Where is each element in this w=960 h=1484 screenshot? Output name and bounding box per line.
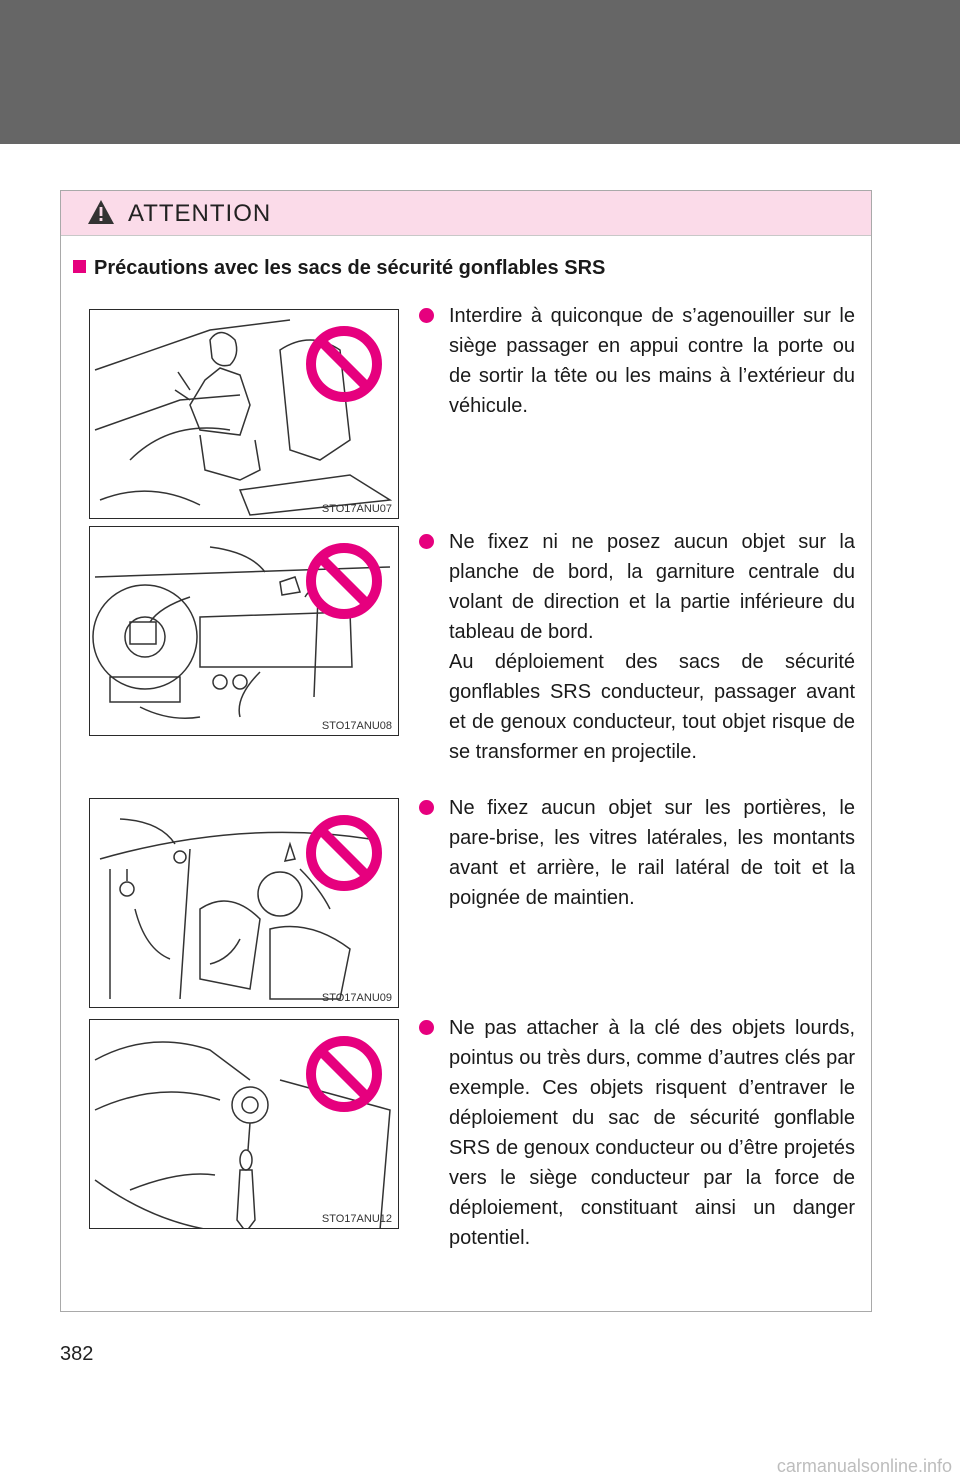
top-band	[0, 0, 960, 144]
bullet-text: Interdire à quiconque de s’agenouiller sur le siège passager en appui contre la porte ou de sortir la tête ou les mains à l’extérieur du véhicule.	[449, 305, 855, 417]
illustration-code: STO17ANU07	[321, 503, 392, 515]
illustration-code: STO17ANU12	[321, 1213, 392, 1225]
bullet-item-2	[419, 527, 855, 767]
attention-title: ATTENTION	[128, 200, 272, 227]
prohibition-sign-icon	[304, 541, 384, 621]
bullet-dot-icon	[419, 800, 434, 815]
bullet-text: Ne fixez aucun objet sur les portières, le pare-brise, les vitres latérales, les montants avant et arrière, le rail latéral de toit et la poignée de maintien.	[449, 797, 855, 909]
illustration-cabin-objects	[89, 798, 399, 1008]
section-title-text: Précautions avec les sacs de sécurité gonflables SRS	[94, 257, 606, 279]
attention-panel	[60, 190, 872, 1312]
section-title	[73, 257, 605, 280]
bullet-item-4	[419, 1013, 855, 1253]
illustration-code: STO17ANU09	[321, 992, 392, 1004]
prohibition-sign-icon	[304, 813, 384, 893]
bullet-dot-icon	[419, 1020, 434, 1035]
bullet-dot-icon	[419, 308, 434, 323]
section-square-icon	[73, 260, 86, 273]
attention-header	[61, 191, 871, 236]
prohibition-sign-icon	[304, 1034, 384, 1114]
prohibition-sign-icon	[304, 324, 384, 404]
bullet-text: Ne pas attacher à la clé des objets lourds, pointus ou très durs, comme d’autres clés par exemple. Ces objets risquent d’entraver le déploiement du sac de sécurité gonflable SRS de genoux conducteur ou d’être projetés vers le siège conducteur par la force de déploiement, constituant ainsi un danger potentiel.	[449, 1017, 855, 1249]
illustration-key-objects	[89, 1019, 399, 1229]
bullet-text: Au déploiement des sacs de sécurité gonflables SRS conducteur, passager avant et de genoux conducteur, tout objet risque de se transformer en projectile.	[449, 651, 855, 763]
warning-triangle-icon	[86, 198, 116, 226]
illustration-kneeling-passenger	[89, 309, 399, 519]
watermark: carmanualsonline.info	[776, 1456, 952, 1476]
bullet-dot-icon	[419, 534, 434, 549]
illustration-code: STO17ANU08	[321, 720, 392, 732]
bullet-text: Ne fixez ni ne posez aucun objet sur la planche de bord, la garniture centrale du volant de direction et la partie inférieure du tableau de bord.	[449, 531, 855, 643]
bullet-item-3	[419, 793, 855, 913]
page-number: 382	[60, 1343, 94, 1365]
illustration-dashboard-objects	[89, 526, 399, 736]
bullet-item-1	[419, 301, 855, 421]
